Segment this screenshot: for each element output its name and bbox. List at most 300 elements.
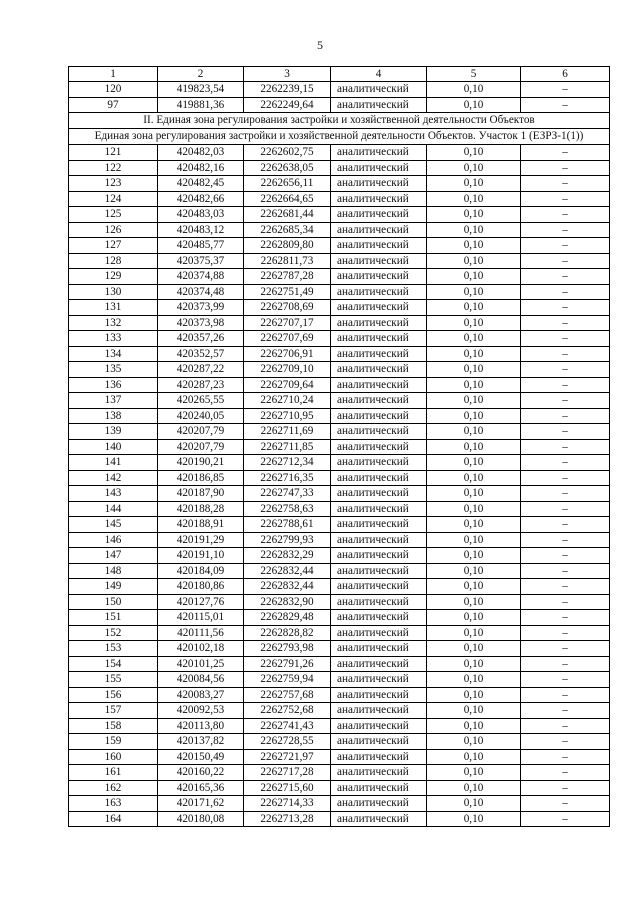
table-row bbox=[69, 176, 610, 192]
table-cell: 0,10 bbox=[427, 191, 521, 207]
table-cell: 2262239,15 bbox=[244, 82, 331, 98]
table-cell: 0,10 bbox=[427, 734, 521, 750]
table-cell: аналитический bbox=[331, 796, 427, 812]
table-cell: 127 bbox=[69, 238, 158, 254]
table-cell: 164 bbox=[69, 811, 158, 827]
table-cell: – bbox=[521, 656, 610, 672]
column-number-row bbox=[69, 67, 610, 82]
table-cell: 154 bbox=[69, 656, 158, 672]
table-cell: 420137,82 bbox=[158, 734, 244, 750]
table-cell: 2262721,97 bbox=[244, 749, 331, 765]
table-cell: 419881,36 bbox=[158, 97, 244, 113]
table-cell: 2262832,44 bbox=[244, 563, 331, 579]
table-cell: 161 bbox=[69, 765, 158, 781]
table-cell: 0,10 bbox=[427, 160, 521, 176]
table-cell: 2262656,11 bbox=[244, 176, 331, 192]
table-cell: аналитический bbox=[331, 191, 427, 207]
table-cell: – bbox=[521, 811, 610, 827]
table-cell: 153 bbox=[69, 641, 158, 657]
table-cell: 0,10 bbox=[427, 331, 521, 347]
table-cell: аналитический bbox=[331, 346, 427, 362]
table-cell: аналитический bbox=[331, 672, 427, 688]
table-cell: 2262713,28 bbox=[244, 811, 331, 827]
table-cell: 151 bbox=[69, 610, 158, 626]
table-cell: – bbox=[521, 393, 610, 409]
table-cell: 162 bbox=[69, 780, 158, 796]
table-cell: 131 bbox=[69, 300, 158, 316]
table-cell: 420171,62 bbox=[158, 796, 244, 812]
table-cell: 120 bbox=[69, 82, 158, 98]
table-cell: – bbox=[521, 672, 610, 688]
table-row bbox=[69, 160, 610, 176]
table-cell: 2262249,64 bbox=[244, 97, 331, 113]
table-cell: – bbox=[521, 424, 610, 440]
table-row bbox=[69, 238, 610, 254]
table-cell: 0,10 bbox=[427, 300, 521, 316]
table-cell: 0,10 bbox=[427, 207, 521, 223]
table-cell: 420190,21 bbox=[158, 455, 244, 471]
table-row bbox=[69, 703, 610, 719]
table-cell: 420482,66 bbox=[158, 191, 244, 207]
table-cell: 2262712,34 bbox=[244, 455, 331, 471]
table-cell: 420287,22 bbox=[158, 362, 244, 378]
column-number: 6 bbox=[521, 67, 610, 82]
table-cell: – bbox=[521, 253, 610, 269]
table-cell: аналитический bbox=[331, 780, 427, 796]
table-cell: – bbox=[521, 470, 610, 486]
table-cell: 137 bbox=[69, 393, 158, 409]
table-cell: 143 bbox=[69, 486, 158, 502]
table-cell: 420084,56 bbox=[158, 672, 244, 688]
table-cell: – bbox=[521, 97, 610, 113]
table-cell: 420083,27 bbox=[158, 687, 244, 703]
table-cell: – bbox=[521, 331, 610, 347]
table-cell: – bbox=[521, 238, 610, 254]
table-cell: 2262711,69 bbox=[244, 424, 331, 440]
table-cell: 420115,01 bbox=[158, 610, 244, 626]
table-cell: 2262710,24 bbox=[244, 393, 331, 409]
table-cell: 0,10 bbox=[427, 501, 521, 517]
table-cell: аналитический bbox=[331, 486, 427, 502]
table-row bbox=[69, 749, 610, 765]
table-cell: 0,10 bbox=[427, 703, 521, 719]
table-cell: – bbox=[521, 641, 610, 657]
table-cell: 420111,56 bbox=[158, 625, 244, 641]
table-cell: 2262717,28 bbox=[244, 765, 331, 781]
table-row bbox=[69, 672, 610, 688]
table-cell: 2262707,69 bbox=[244, 331, 331, 347]
table-cell: аналитический bbox=[331, 160, 427, 176]
table-cell: 2262757,68 bbox=[244, 687, 331, 703]
table-cell: аналитический bbox=[331, 300, 427, 316]
table-row bbox=[69, 718, 610, 734]
table-cell: 0,10 bbox=[427, 548, 521, 564]
table-cell: 124 bbox=[69, 191, 158, 207]
table-cell: 420184,09 bbox=[158, 563, 244, 579]
table-row bbox=[69, 346, 610, 362]
table-cell: 0,10 bbox=[427, 97, 521, 113]
table-cell: аналитический bbox=[331, 238, 427, 254]
section-title-row bbox=[69, 113, 610, 129]
table-cell: 2262828,82 bbox=[244, 625, 331, 641]
table-cell: – bbox=[521, 765, 610, 781]
table-cell: аналитический bbox=[331, 393, 427, 409]
table-cell: аналитический bbox=[331, 517, 427, 533]
table-cell: аналитический bbox=[331, 284, 427, 300]
table-cell: 157 bbox=[69, 703, 158, 719]
section-title: II. Единая зона регулирования застройки и хозяйственной деятельности Объектов bbox=[69, 113, 610, 129]
table-cell: 2262708,69 bbox=[244, 300, 331, 316]
table-cell: 0,10 bbox=[427, 377, 521, 393]
table-cell: 123 bbox=[69, 176, 158, 192]
table-cell: 0,10 bbox=[427, 82, 521, 98]
table-cell: 139 bbox=[69, 424, 158, 440]
table-cell: 419823,54 bbox=[158, 82, 244, 98]
table-cell: 0,10 bbox=[427, 269, 521, 285]
table-row bbox=[69, 331, 610, 347]
table-cell: 2262832,90 bbox=[244, 594, 331, 610]
table-cell: 135 bbox=[69, 362, 158, 378]
table-cell: – bbox=[521, 455, 610, 471]
table-cell: аналитический bbox=[331, 97, 427, 113]
table-cell: 2262788,61 bbox=[244, 517, 331, 533]
table-cell: 420188,28 bbox=[158, 501, 244, 517]
table-cell: 420180,08 bbox=[158, 811, 244, 827]
table-cell: аналитический bbox=[331, 315, 427, 331]
table-cell: – bbox=[521, 532, 610, 548]
table-cell: – bbox=[521, 625, 610, 641]
table-row bbox=[69, 439, 610, 455]
table-row bbox=[69, 548, 610, 564]
table-cell: 136 bbox=[69, 377, 158, 393]
table-cell: 148 bbox=[69, 563, 158, 579]
table-cell: 2262799,93 bbox=[244, 532, 331, 548]
table-cell: – bbox=[521, 517, 610, 533]
table-cell: аналитический bbox=[331, 455, 427, 471]
table-cell: 141 bbox=[69, 455, 158, 471]
table-cell: аналитический bbox=[331, 734, 427, 750]
table-cell: аналитический bbox=[331, 641, 427, 657]
table-cell: 0,10 bbox=[427, 594, 521, 610]
table-cell: 2262715,60 bbox=[244, 780, 331, 796]
subsection-title: Единая зона регулирования застройки и хозяйственной деятельности Объектов. Участок 1 (ЕЗРЗ-1(1)) bbox=[69, 129, 610, 145]
table-cell: 125 bbox=[69, 207, 158, 223]
table-cell: 97 bbox=[69, 97, 158, 113]
table-cell: 2262664,65 bbox=[244, 191, 331, 207]
column-number: 2 bbox=[158, 67, 244, 82]
table-cell: – bbox=[521, 703, 610, 719]
table-cell: 2262811,73 bbox=[244, 253, 331, 269]
table-cell: 0,10 bbox=[427, 455, 521, 471]
table-cell: 420191,10 bbox=[158, 548, 244, 564]
table-cell: аналитический bbox=[331, 424, 427, 440]
table-cell: 0,10 bbox=[427, 346, 521, 362]
table-cell: – bbox=[521, 315, 610, 331]
table-cell: 0,10 bbox=[427, 579, 521, 595]
table-row bbox=[69, 532, 610, 548]
table-cell: – bbox=[521, 486, 610, 502]
table-cell: 420207,79 bbox=[158, 439, 244, 455]
table-cell: аналитический bbox=[331, 470, 427, 486]
table-cell: 420483,12 bbox=[158, 222, 244, 238]
table-cell: 0,10 bbox=[427, 408, 521, 424]
table-cell: 129 bbox=[69, 269, 158, 285]
table-cell: 130 bbox=[69, 284, 158, 300]
table-cell: – bbox=[521, 594, 610, 610]
table-cell: – bbox=[521, 408, 610, 424]
table-cell: – bbox=[521, 610, 610, 626]
table-cell: 133 bbox=[69, 331, 158, 347]
table-cell: 0,10 bbox=[427, 532, 521, 548]
table-cell: 0,10 bbox=[427, 315, 521, 331]
table-row bbox=[69, 734, 610, 750]
table-cell: 420375,37 bbox=[158, 253, 244, 269]
page-number: 5 bbox=[317, 38, 323, 52]
table-cell: 0,10 bbox=[427, 656, 521, 672]
table-cell: – bbox=[521, 362, 610, 378]
table-cell: 0,10 bbox=[427, 672, 521, 688]
table-cell: 2262747,33 bbox=[244, 486, 331, 502]
table-cell: 0,10 bbox=[427, 718, 521, 734]
table-row bbox=[69, 470, 610, 486]
table-cell: аналитический bbox=[331, 687, 427, 703]
table-cell: 121 bbox=[69, 145, 158, 161]
table-cell: 0,10 bbox=[427, 253, 521, 269]
table-cell: 158 bbox=[69, 718, 158, 734]
table-cell: 2262728,55 bbox=[244, 734, 331, 750]
table-cell: 420186,85 bbox=[158, 470, 244, 486]
table-cell: аналитический bbox=[331, 501, 427, 517]
table-cell: 2262793,98 bbox=[244, 641, 331, 657]
table-cell: 2262759,94 bbox=[244, 672, 331, 688]
table-cell: аналитический bbox=[331, 408, 427, 424]
table-cell: 159 bbox=[69, 734, 158, 750]
table-cell: 122 bbox=[69, 160, 158, 176]
table-cell: 420357,26 bbox=[158, 331, 244, 347]
table-cell: 0,10 bbox=[427, 439, 521, 455]
table-cell: 0,10 bbox=[427, 284, 521, 300]
table-cell: – bbox=[521, 687, 610, 703]
table-cell: аналитический bbox=[331, 656, 427, 672]
table-cell: 420160,22 bbox=[158, 765, 244, 781]
table-cell: 0,10 bbox=[427, 145, 521, 161]
table-cell: – bbox=[521, 300, 610, 316]
table-cell: 2262710,95 bbox=[244, 408, 331, 424]
table-cell: – bbox=[521, 145, 610, 161]
table-cell: 420373,98 bbox=[158, 315, 244, 331]
table-cell: 420482,45 bbox=[158, 176, 244, 192]
table-cell: 2262751,49 bbox=[244, 284, 331, 300]
table-cell: аналитический bbox=[331, 377, 427, 393]
table-cell: – bbox=[521, 718, 610, 734]
table-cell: – bbox=[521, 548, 610, 564]
table-cell: 160 bbox=[69, 749, 158, 765]
table-row bbox=[69, 253, 610, 269]
table-row bbox=[69, 97, 610, 113]
table-cell: 420188,91 bbox=[158, 517, 244, 533]
table-cell: 420482,03 bbox=[158, 145, 244, 161]
table-cell: 0,10 bbox=[427, 517, 521, 533]
table-cell: аналитический bbox=[331, 362, 427, 378]
table-cell: аналитический bbox=[331, 439, 427, 455]
table-cell: 155 bbox=[69, 672, 158, 688]
table-cell: аналитический bbox=[331, 718, 427, 734]
table-cell: 420265,55 bbox=[158, 393, 244, 409]
table-cell: 0,10 bbox=[427, 563, 521, 579]
table-row bbox=[69, 780, 610, 796]
table-cell: 128 bbox=[69, 253, 158, 269]
table-cell: 0,10 bbox=[427, 749, 521, 765]
table-cell: аналитический bbox=[331, 579, 427, 595]
table-cell: 147 bbox=[69, 548, 158, 564]
table-cell: 420180,86 bbox=[158, 579, 244, 595]
table-cell: – bbox=[521, 160, 610, 176]
table-cell: аналитический bbox=[331, 811, 427, 827]
table-cell: аналитический bbox=[331, 749, 427, 765]
table-cell: 2262602,75 bbox=[244, 145, 331, 161]
table-cell: 2262758,63 bbox=[244, 501, 331, 517]
table-cell: 145 bbox=[69, 517, 158, 533]
table-cell: 2262685,34 bbox=[244, 222, 331, 238]
table-cell: – bbox=[521, 269, 610, 285]
table-cell: 420102,18 bbox=[158, 641, 244, 657]
table-cell: аналитический bbox=[331, 610, 427, 626]
table-cell: 0,10 bbox=[427, 780, 521, 796]
table-row bbox=[69, 377, 610, 393]
table-row bbox=[69, 408, 610, 424]
table-cell: 2262709,10 bbox=[244, 362, 331, 378]
table-cell: – bbox=[521, 780, 610, 796]
table-cell: 142 bbox=[69, 470, 158, 486]
table-row bbox=[69, 300, 610, 316]
table-cell: 2262832,44 bbox=[244, 579, 331, 595]
table-cell: 0,10 bbox=[427, 641, 521, 657]
table-row bbox=[69, 269, 610, 285]
table-cell: 420374,48 bbox=[158, 284, 244, 300]
table-cell: – bbox=[521, 346, 610, 362]
table-row bbox=[69, 207, 610, 223]
table-cell: аналитический bbox=[331, 331, 427, 347]
table-cell: 420240,05 bbox=[158, 408, 244, 424]
table-cell: 2262791,26 bbox=[244, 656, 331, 672]
table-cell: – bbox=[521, 796, 610, 812]
table-cell: 0,10 bbox=[427, 811, 521, 827]
table-cell: аналитический bbox=[331, 222, 427, 238]
table-row bbox=[69, 517, 610, 533]
table-row bbox=[69, 455, 610, 471]
table-cell: 420352,57 bbox=[158, 346, 244, 362]
table-cell: 0,10 bbox=[427, 625, 521, 641]
table-cell: 2262716,35 bbox=[244, 470, 331, 486]
table-cell: 163 bbox=[69, 796, 158, 812]
table-cell: 0,10 bbox=[427, 238, 521, 254]
table-cell: 2262829,48 bbox=[244, 610, 331, 626]
table-cell: 2262832,29 bbox=[244, 548, 331, 564]
table-row bbox=[69, 424, 610, 440]
table-cell: аналитический bbox=[331, 625, 427, 641]
table-cell: 2262711,85 bbox=[244, 439, 331, 455]
table-cell: 156 bbox=[69, 687, 158, 703]
table-cell: 140 bbox=[69, 439, 158, 455]
table-cell: 420485,77 bbox=[158, 238, 244, 254]
table-row bbox=[69, 594, 610, 610]
table-cell: 0,10 bbox=[427, 393, 521, 409]
table-cell: аналитический bbox=[331, 594, 427, 610]
table-cell: 149 bbox=[69, 579, 158, 595]
table-cell: 420207,79 bbox=[158, 424, 244, 440]
table-row bbox=[69, 82, 610, 98]
table-cell: 2262706,91 bbox=[244, 346, 331, 362]
table-cell: – bbox=[521, 563, 610, 579]
table-cell: 2262752,68 bbox=[244, 703, 331, 719]
coordinates-table bbox=[68, 66, 610, 827]
table-row bbox=[69, 687, 610, 703]
table-cell: 0,10 bbox=[427, 486, 521, 502]
table-row bbox=[69, 362, 610, 378]
table-cell: – bbox=[521, 749, 610, 765]
table-cell: аналитический bbox=[331, 532, 427, 548]
table-row bbox=[69, 610, 610, 626]
table-cell: 0,10 bbox=[427, 424, 521, 440]
column-number: 3 bbox=[244, 67, 331, 82]
table-cell: аналитический bbox=[331, 269, 427, 285]
table-cell: 2262638,05 bbox=[244, 160, 331, 176]
table-row bbox=[69, 501, 610, 517]
table-row bbox=[69, 284, 610, 300]
table-cell: – bbox=[521, 377, 610, 393]
table-cell: 0,10 bbox=[427, 362, 521, 378]
table-cell: 0,10 bbox=[427, 687, 521, 703]
table-cell: – bbox=[521, 207, 610, 223]
table-cell: 420127,76 bbox=[158, 594, 244, 610]
table-cell: 420191,29 bbox=[158, 532, 244, 548]
table-cell: 2262709,64 bbox=[244, 377, 331, 393]
table-cell: аналитический bbox=[331, 765, 427, 781]
table-cell: аналитический bbox=[331, 176, 427, 192]
table-cell: аналитический bbox=[331, 703, 427, 719]
table-row bbox=[69, 486, 610, 502]
table-cell: 150 bbox=[69, 594, 158, 610]
column-number: 1 bbox=[69, 67, 158, 82]
table-cell: 0,10 bbox=[427, 610, 521, 626]
table-cell: 420374,88 bbox=[158, 269, 244, 285]
table-row bbox=[69, 579, 610, 595]
table-cell: 146 bbox=[69, 532, 158, 548]
table-row bbox=[69, 765, 610, 781]
table-row bbox=[69, 656, 610, 672]
table-cell: аналитический bbox=[331, 548, 427, 564]
table-row bbox=[69, 315, 610, 331]
table-cell: аналитический bbox=[331, 253, 427, 269]
table-cell: – bbox=[521, 284, 610, 300]
table-row bbox=[69, 145, 610, 161]
table-cell: 0,10 bbox=[427, 796, 521, 812]
table-cell: 420483,03 bbox=[158, 207, 244, 223]
table-cell: – bbox=[521, 439, 610, 455]
table-cell: 0,10 bbox=[427, 222, 521, 238]
table-cell: – bbox=[521, 579, 610, 595]
column-number: 5 bbox=[427, 67, 521, 82]
table-cell: 0,10 bbox=[427, 176, 521, 192]
table-cell: 420373,99 bbox=[158, 300, 244, 316]
table-cell: – bbox=[521, 191, 610, 207]
table-row bbox=[69, 222, 610, 238]
table-row bbox=[69, 563, 610, 579]
column-number: 4 bbox=[331, 67, 427, 82]
table-cell: 134 bbox=[69, 346, 158, 362]
table-cell: 0,10 bbox=[427, 765, 521, 781]
table-cell: 126 bbox=[69, 222, 158, 238]
